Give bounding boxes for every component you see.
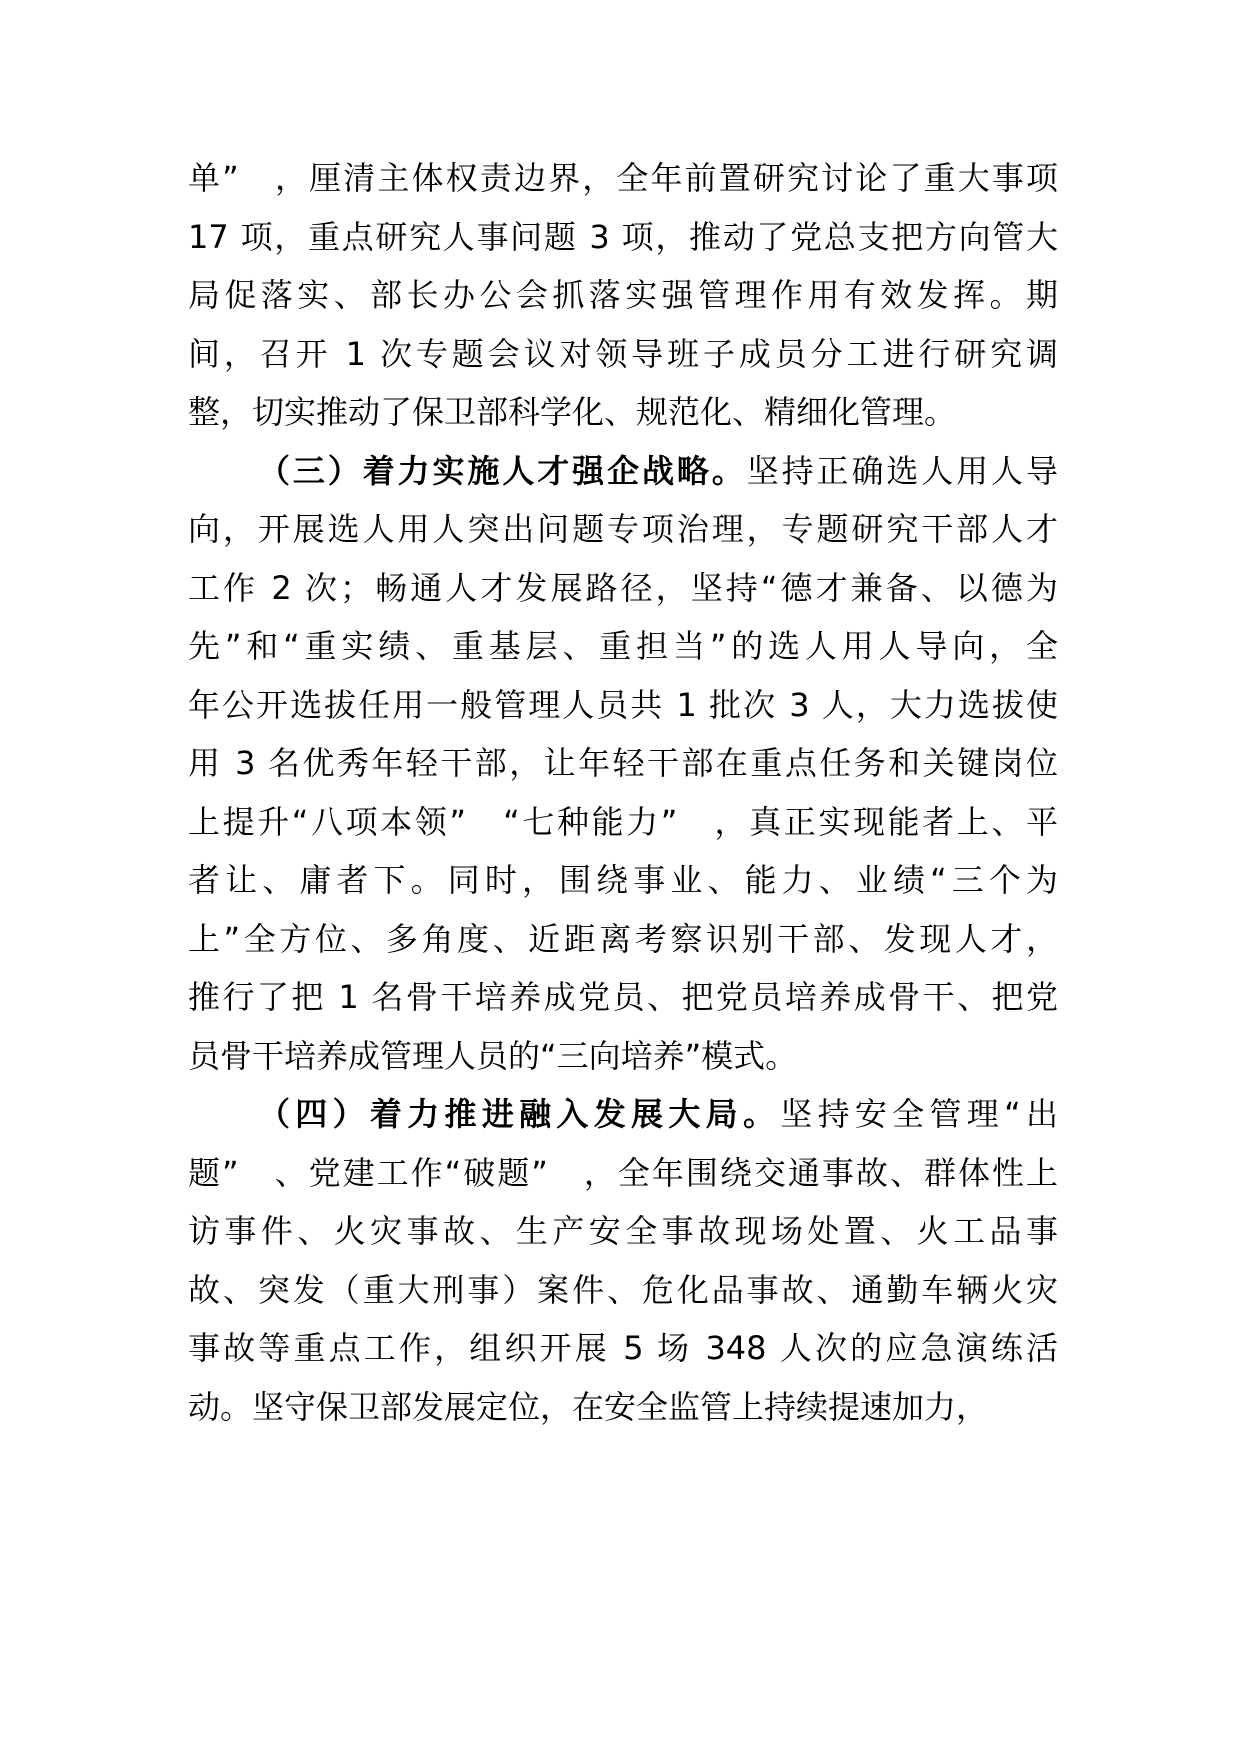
paragraph-1-line-4: 间，召开 1 次专题会议对领导班子成员分工进行研究调 [188, 335, 1058, 373]
section-heading-3: （三）着力实施人才强企战略。 [258, 452, 747, 490]
paragraph-1-line-3: 局促落实、部长办公会抓落实强管理作用有效发挥。期 [188, 276, 1058, 314]
paragraph-2-line-5: 年公开选拔任用一般管理人员共 1 批次 3 人，大力选拔使 [188, 686, 1058, 724]
paragraph-3-first-line-text: 坚持安全管理“出 [780, 1095, 1058, 1133]
paragraph-3-first-line [258, 1081, 1058, 1147]
paragraph-2-line-11: 员骨干培养成管理人员的“三向培养”模式。 [188, 1037, 798, 1075]
paragraph-3-line-2: 题” 、党建工作“破题” ，全年围绕交通事故、群体性上 [188, 1154, 1058, 1192]
paragraph-3-line-4: 故、突发（重大刑事）案件、危化品事故、通勤车辆火灾 [188, 1271, 1058, 1309]
paragraph-2-line-7: 上提升“八项本领” “七种能力” ，真正实现能者上、平 [188, 803, 1058, 841]
paragraph-3-line-3: 访事件、火灾事故、生产安全事故现场处置、火工品事 [188, 1212, 1058, 1250]
paragraph-2-first-line-text: 坚持正确选人用人导 [746, 452, 1058, 490]
paragraph-1-line-5: 整，切实推动了保卫部科学化、规范化、精细化管理。 [188, 393, 957, 431]
section-heading-4: （四）着力推进融入发展大局。 [258, 1095, 781, 1133]
paragraph-3-line-5: 事故等重点工作，组织开展 5 场 348 人次的应急演练活 [188, 1329, 1058, 1367]
paragraph-2-first-line [258, 438, 1058, 504]
paragraph-2-line-10: 推行了把 1 名骨干培养成党员、把党员培养成骨干、把党 [188, 978, 1058, 1016]
paragraph-2-line-8: 者让、庸者下。同时，围绕事业、能力、业绩“三个为 [188, 861, 1058, 899]
paragraph-2-line-9: 上”全方位、多角度、近距离考察识别干部、发现人才， [188, 920, 1058, 958]
paragraph-3-line-6: 动。坚守保卫部发展定位，在安全监管上持续提速加力， [188, 1388, 989, 1426]
paragraph-1-line-1: 单” ，厘清主体权责边界，全年前置研究讨论了重大事项 [188, 159, 1058, 197]
paragraph-2-line-6: 用 3 名优秀年轻干部，让年轻干部在重点任务和关键岗位 [188, 744, 1058, 782]
paragraph-2-line-2: 向，开展选人用人突出问题专项治理，专题研究干部人才 [188, 510, 1058, 548]
paragraph-2-line-3: 工作 2 次；畅通人才发展路径，坚持“德才兼备、以德为 [188, 569, 1058, 607]
paragraph-1-line-2: 17 项，重点研究人事问题 3 项，推动了党总支把方向管大 [188, 218, 1058, 256]
paragraph-2-line-4: 先”和“重实绩、重基层、重担当”的选人用人导向，全 [188, 627, 1058, 665]
